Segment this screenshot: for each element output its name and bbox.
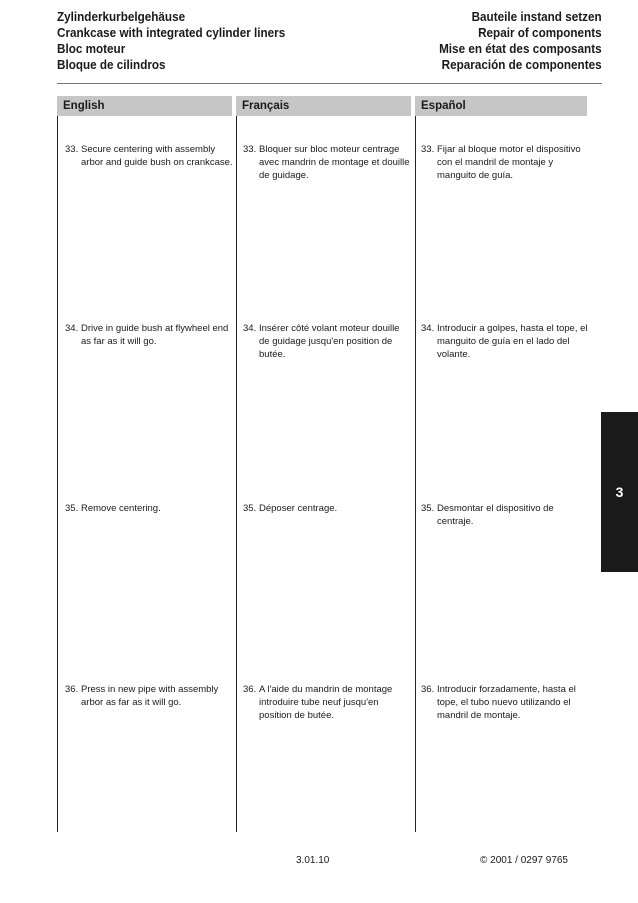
step-number: 33. <box>421 144 435 155</box>
chapter-tab-label: 3 <box>615 484 624 500</box>
step-33-spanish <box>421 143 589 182</box>
page-number: 3.01.10 <box>296 855 330 866</box>
step-number: 34. <box>65 323 79 334</box>
header-title-en: Crankcase with integrated cylinder liners <box>57 25 286 40</box>
copyright-notice: © 2001 / 0297 9765 <box>480 855 568 866</box>
step-33-english <box>65 143 233 169</box>
step-35-spanish <box>421 502 589 528</box>
step-text: Remove centering. <box>81 503 161 514</box>
step-number: 33. <box>243 144 257 155</box>
step-number: 36. <box>65 684 79 695</box>
header-title-de: Zylinderkurbelgehäuse <box>57 9 186 24</box>
step-text: Introducir forzadamente, hasta el tope, el tubo nuevo utilizando el mandril de montaje. <box>437 684 576 721</box>
step-36-spanish <box>421 683 589 722</box>
header-title-es: Bloque de cilindros <box>57 57 166 72</box>
step-34-spanish <box>421 322 589 361</box>
step-number: 34. <box>243 323 257 334</box>
step-text: Déposer centrage. <box>259 503 338 514</box>
step-text: Insérer côté volant moteur douille de guidage jusqu'en position de butée. <box>259 323 400 360</box>
step-36-french <box>243 683 411 722</box>
step-text: Drive in guide bush at flywheel end as far as it will go. <box>81 323 229 347</box>
step-number: 35. <box>65 503 79 514</box>
column-rule-french <box>236 116 237 832</box>
step-text: Fijar al bloque motor el dispositivo con el mandril de montaje y manguito de guía. <box>437 144 581 181</box>
step-text: Bloquer sur bloc moteur centrage avec mandrin de montage et douille de guidage. <box>259 144 410 181</box>
header-section-en: Repair of components <box>478 25 602 40</box>
header-section-es: Reparación de componentes <box>442 57 602 72</box>
step-35-french <box>243 502 411 515</box>
header-section-de: Bauteile instand setzen <box>471 9 602 24</box>
header-title-fr: Bloc moteur <box>57 41 126 56</box>
step-number: 36. <box>243 684 257 695</box>
chapter-tab <box>601 412 638 572</box>
step-text: Press in new pipe with assembly arbor as far as it will go. <box>81 684 219 708</box>
step-number: 33. <box>65 144 79 155</box>
header-section-block <box>439 9 602 73</box>
step-number: 35. <box>421 503 435 514</box>
step-number: 34. <box>421 323 435 334</box>
header-title-block <box>57 9 285 73</box>
step-number: 35. <box>243 503 257 514</box>
step-text: Introducir a golpes, hasta el tope, el manguito de guía en el lado del volante. <box>437 323 588 360</box>
step-35-english <box>65 502 233 515</box>
step-text: Secure centering with assembly arbor and guide bush on crankcase. <box>81 144 233 168</box>
step-34-french <box>243 322 411 361</box>
step-text: Desmontar el dispositivo de centraje. <box>437 503 554 527</box>
step-34-english <box>65 322 233 348</box>
header-divider <box>57 83 602 84</box>
step-number: 36. <box>421 684 435 695</box>
column-heading-french: Français <box>236 96 411 116</box>
header-section-fr: Mise en état des composants <box>439 41 602 56</box>
column-heading-spanish: Español <box>415 96 587 116</box>
column-rule-english <box>57 116 58 832</box>
step-33-french <box>243 143 411 182</box>
column-heading-english: English <box>57 96 232 116</box>
step-text: A l'aide du mandrin de montage introduire tube neuf jusqu'en position de butée. <box>259 684 393 721</box>
step-36-english <box>65 683 233 709</box>
column-rule-spanish <box>415 116 416 832</box>
